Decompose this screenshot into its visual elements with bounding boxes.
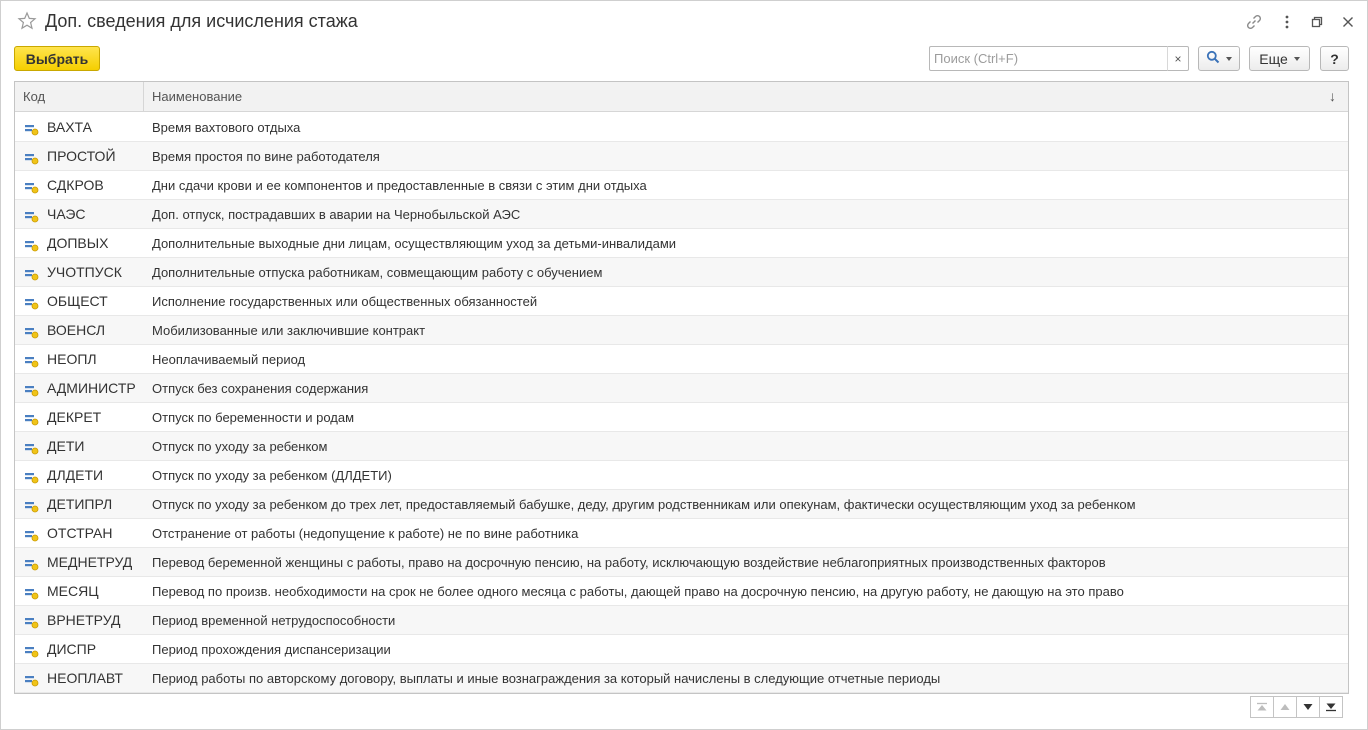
star-icon[interactable] — [17, 11, 37, 31]
catalog-item-icon — [25, 123, 39, 135]
cell-name: Перевод по произв. необходимости на срок не более одного месяца с работы, дающей право на досрочную пенсию, на другую работу, не дающую на это право — [152, 584, 1124, 599]
table-row[interactable] — [15, 577, 1348, 606]
cell-name: Исполнение государственных или общественных обязанностей — [152, 294, 538, 309]
table-row[interactable] — [15, 287, 1348, 316]
cell-code: ДОПВЫХ — [47, 235, 109, 251]
column-header-code[interactable]: Код — [15, 82, 144, 112]
catalog-item-icon — [25, 181, 39, 193]
table-row[interactable] — [15, 142, 1348, 171]
cell-name: Доп. отпуск, пострадавших в аварии на Чернобыльской АЭС — [152, 207, 521, 222]
catalog-item-icon — [25, 471, 39, 483]
cell-code: МЕДНЕТРУД — [47, 554, 133, 570]
table-row[interactable] — [15, 461, 1348, 490]
table-body — [15, 113, 1348, 693]
catalog-item-icon — [25, 558, 39, 570]
cell-name: Отпуск без сохранения содержания — [152, 381, 369, 396]
cell-code: ВРНЕТРУД — [47, 612, 121, 628]
title-bar — [1, 1, 1367, 43]
table-row[interactable] — [15, 345, 1348, 374]
catalog-item-icon — [25, 297, 39, 309]
cell-name: Время вахтового отдыха — [152, 120, 301, 135]
cell-code: ОТСТРАН — [47, 525, 113, 541]
cell-name: Отпуск по уходу за ребенком до трех лет, предоставляемый бабушке, деду, другим родственникам или опекунам, фактически осуществляющим уход за ребенком — [152, 497, 1136, 512]
cell-name: Отпуск по уходу за ребенком (ДЛДЕТИ) — [152, 468, 392, 483]
catalog-item-icon — [25, 500, 39, 512]
more-vertical-icon[interactable] — [1277, 12, 1297, 32]
cell-code: ДЛДЕТИ — [47, 467, 104, 483]
cell-name: Период работы по авторскому договору, выплаты и иные вознаграждения за который начислены в следующие отчетные периоды — [152, 671, 941, 686]
cell-name: Отстранение от работы (недопущение к работе) не по вине работника — [152, 526, 579, 541]
cell-name: Дни сдачи крови и ее компонентов и предоставленные в связи с этим дни отдыха — [152, 178, 647, 193]
cell-name: Время простоя по вине работодателя — [152, 149, 380, 164]
table-row[interactable] — [15, 664, 1348, 693]
catalog-item-icon — [25, 239, 39, 251]
page-up-icon[interactable] — [1273, 696, 1297, 718]
catalog-item-icon — [25, 384, 39, 396]
cell-name: Дополнительные отпуска работникам, совмещающим работу с обучением — [152, 265, 603, 280]
table-row[interactable] — [15, 200, 1348, 229]
table-row[interactable] — [15, 490, 1348, 519]
catalog-item-icon — [25, 355, 39, 367]
cell-name: Отпуск по беременности и родам — [152, 410, 355, 425]
table-row[interactable] — [15, 229, 1348, 258]
page-title: Доп. сведения для исчисления стажа — [45, 11, 358, 31]
table-row[interactable] — [15, 258, 1348, 287]
link-icon[interactable] — [1244, 12, 1264, 32]
catalog-item-icon — [25, 268, 39, 280]
cell-name: Неоплачиваемый период — [152, 352, 306, 367]
table-row[interactable] — [15, 316, 1348, 345]
column-header-name[interactable]: Наименование — [152, 89, 243, 104]
catalog-item-icon — [25, 616, 39, 628]
catalog-item-icon — [25, 674, 39, 686]
data-table — [14, 81, 1349, 694]
cell-code: ОБЩЕСТ — [47, 293, 108, 309]
catalog-item-icon — [25, 413, 39, 425]
table-row[interactable] — [15, 171, 1348, 200]
catalog-item-icon — [25, 529, 39, 541]
cell-code: УЧОТПУСК — [47, 264, 122, 280]
cell-name: Дополнительные выходные дни лицам, осуществляющим уход за детьми-инвалидами — [152, 236, 677, 251]
scroll-to-start-icon[interactable] — [1250, 696, 1274, 718]
cell-name: Мобилизованные или заключившие контракт — [152, 323, 426, 338]
catalog-item-icon — [25, 152, 39, 164]
table-row[interactable] — [15, 519, 1348, 548]
table-row[interactable] — [15, 113, 1348, 142]
table-row[interactable] — [15, 606, 1348, 635]
cell-name: Период временной нетрудоспособности — [152, 613, 396, 628]
close-icon[interactable] — [1338, 12, 1358, 32]
cell-code: ВОЕНСЛ — [47, 322, 106, 338]
cell-code: МЕСЯЦ — [47, 583, 99, 599]
table-row[interactable] — [15, 432, 1348, 461]
list-navigation — [1251, 696, 1343, 718]
cell-code: ЧАЭС — [47, 206, 86, 222]
cell-code: НЕОПЛ — [47, 351, 97, 367]
chevron-down-icon — [1226, 57, 1232, 61]
select-button[interactable]: Выбрать — [14, 46, 100, 71]
page-down-icon[interactable] — [1296, 696, 1320, 718]
magnifier-icon — [1206, 50, 1220, 67]
more-button-label: Еще — [1259, 50, 1288, 67]
cell-code: ДЕКРЕТ — [47, 409, 102, 425]
chevron-down-icon — [1294, 57, 1300, 61]
table-row[interactable] — [15, 374, 1348, 403]
sort-descending-icon[interactable]: ↓ — [1329, 88, 1336, 104]
restore-window-icon[interactable] — [1307, 12, 1327, 32]
cell-name: Отпуск по уходу за ребенком — [152, 439, 328, 454]
search-options-button[interactable] — [1198, 46, 1240, 71]
table-row[interactable] — [15, 635, 1348, 664]
cell-code: АДМИНИСТР — [47, 380, 136, 396]
help-button[interactable]: ? — [1320, 46, 1349, 71]
cell-code: ДЕТИПРЛ — [47, 496, 113, 512]
cell-code: ДЕТИ — [47, 438, 85, 454]
catalog-item-icon — [25, 442, 39, 454]
catalog-item-icon — [25, 210, 39, 222]
scroll-to-end-icon[interactable] — [1319, 696, 1343, 718]
table-row[interactable] — [15, 403, 1348, 432]
table-header — [15, 82, 1348, 112]
search-input[interactable] — [929, 46, 1169, 71]
cell-code: НЕОПЛАВТ — [47, 670, 123, 686]
cell-code: СДКРОВ — [47, 177, 104, 193]
catalog-item-icon — [25, 587, 39, 599]
cell-code: ДИСПР — [47, 641, 97, 657]
cell-name: Период прохождения диспансеризации — [152, 642, 391, 657]
catalog-item-icon — [25, 645, 39, 657]
cell-name: Перевод беременной женщины с работы, право на досрочную пенсию, на работу, исключающую воздействие неблагоприятных производственных факторов — [152, 555, 1106, 570]
search-clear-button[interactable]: × — [1167, 46, 1189, 71]
cell-code: ВАХТА — [47, 119, 92, 135]
table-row[interactable] — [15, 548, 1348, 577]
cell-code: ПРОСТОЙ — [47, 148, 116, 164]
catalog-item-icon — [25, 326, 39, 338]
more-button[interactable] — [1249, 46, 1310, 71]
